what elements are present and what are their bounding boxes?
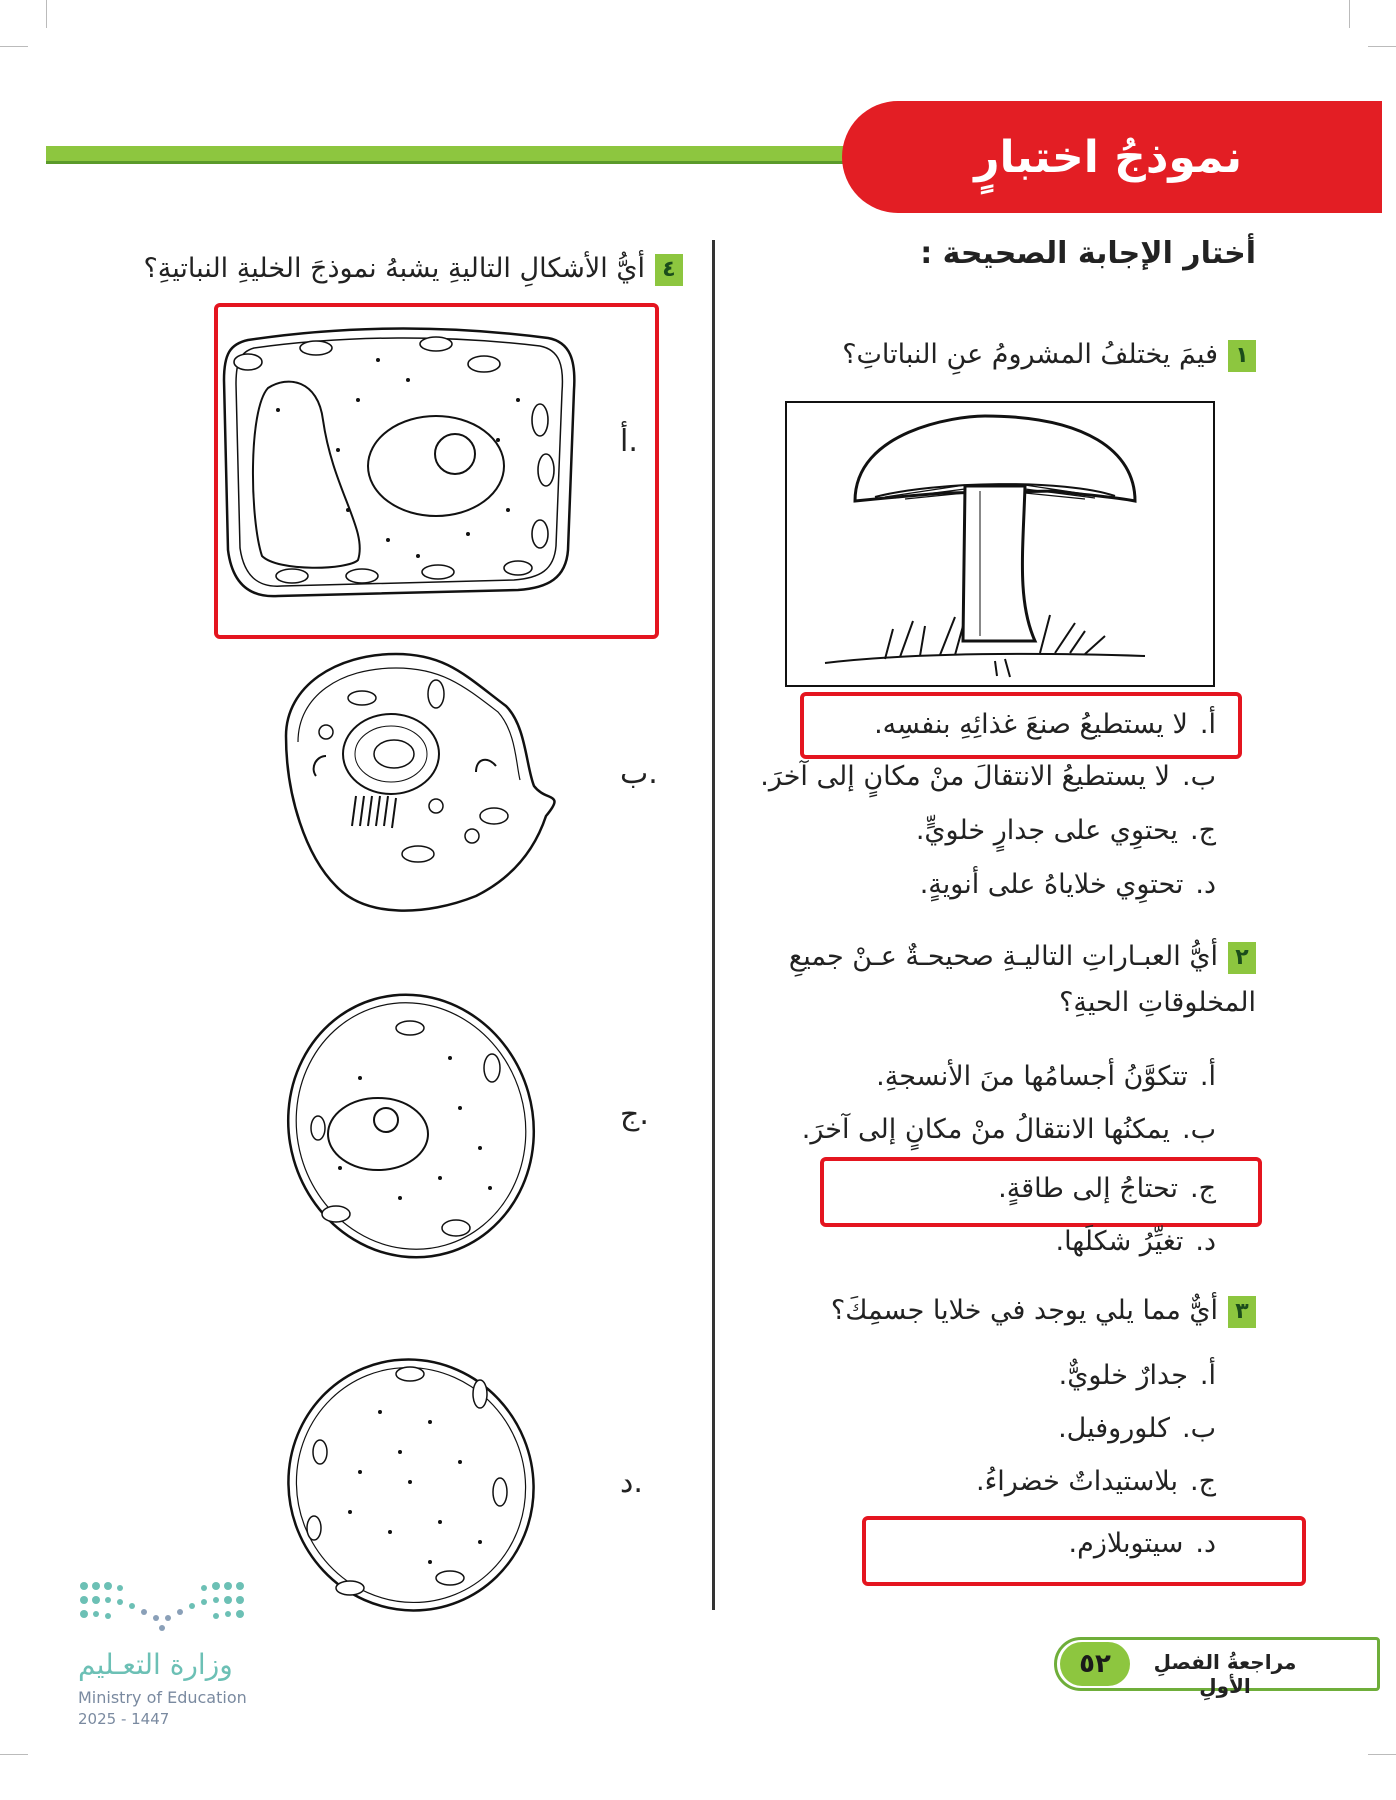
plant-cell-image [218,320,580,604]
option-letter: ب. [1181,1413,1216,1444]
option-text: تحتوِي خلاياهُ على أنويةٍ. [919,869,1184,900]
crop-mark [0,46,28,47]
option-text: لا يستطيعُ الانتقالَ منْ مكانٍ إلى آخرَ. [760,761,1170,792]
option-text: لا يستطيعُ صنعَ غذائِهِ بنفسِه. [874,709,1188,740]
q1-option-c[interactable] [916,815,1216,846]
q4-option-b[interactable]: ب. [620,756,658,791]
q3-option-b[interactable] [1058,1413,1216,1444]
question-number: ٤ [655,254,683,286]
q4-option-c[interactable]: ج. [620,1097,649,1132]
option-text: تغيِّرُ شكلَها. [1055,1226,1184,1257]
option-letter: ب. [1181,1114,1216,1145]
option-letter: ب. [1181,761,1216,792]
option-letter: أ. [1199,1061,1216,1092]
option-letter: ج. [1189,1466,1216,1497]
option-text: كلوروفيل. [1058,1413,1170,1444]
crop-mark [1368,46,1396,47]
option-letter: أ. [1199,709,1216,740]
ministry-year: 2025 - 1447 [78,1710,170,1728]
question-number: ٣ [1228,1296,1256,1328]
option-text: تتكوَّنُ أجسامُها منَ الأنسجةِ. [876,1061,1188,1092]
option-text: سيتوبلازم. [1068,1528,1184,1559]
question-number: ١ [1228,340,1256,372]
ministry-name-english: Ministry of Education [78,1688,247,1707]
q3-option-d[interactable] [1069,1528,1216,1559]
column-divider [712,240,715,1610]
question-1 [696,332,1256,378]
page-number: ٥٢ [1060,1642,1130,1686]
instruction-text: أختار الإجابة الصحيحة : [920,236,1256,271]
round-cell-with-nucleus-image [280,988,542,1264]
q1-option-b[interactable] [760,761,1216,792]
q2-option-c[interactable] [998,1173,1216,1204]
animal-cell-image [276,646,556,922]
q1-option-a[interactable] [874,709,1216,740]
option-letter: د. [1195,1528,1216,1559]
q3-option-a[interactable] [1059,1360,1216,1391]
option-letter: د. [1195,1226,1216,1257]
mushroom-image [785,401,1215,687]
question-3 [696,1288,1256,1334]
q4-option-a[interactable]: أ. [620,424,638,459]
question-text: أيٌّ مما يلي يوجد في خلايا جسمِكَ؟ [830,1295,1218,1326]
q3-option-c[interactable] [976,1466,1216,1497]
title-banner [842,101,1382,213]
q2-option-a[interactable] [876,1061,1216,1092]
q4-option-d[interactable]: د. [620,1465,643,1500]
q2-option-d[interactable] [1055,1226,1216,1257]
option-text: بلاستيداتٌ خضراءُ. [975,1466,1178,1497]
q1-option-d[interactable] [920,869,1216,900]
ministry-logo-icon [78,1580,248,1640]
option-text: يمكنُها الانتقالُ منْ مكانٍ إلى آخرَ. [801,1114,1170,1145]
question-text: فيمَ يختلفُ المشرومُ عنِ النباتاتِ؟ [842,339,1218,370]
question-text: أيُّ العبـاراتِ التاليـةِ صحيحـةٌ عـنْ جميعِ المخلوقاتِ الحيةِ؟ [788,941,1256,1018]
q2-option-b[interactable] [802,1114,1216,1145]
option-letter: د. [1195,869,1216,900]
option-text: تحتاجُ إلى طاقةٍ. [998,1173,1178,1204]
page-title: نموذجُ اختبارٍ [974,131,1242,183]
question-text: أيُّ الأشكالِ التاليةِ يشبهُ نموذجَ الخليةِ النباتيةِ؟ [143,253,645,284]
option-letter: أ. [1199,1360,1216,1391]
header-green-bar [46,146,866,164]
crop-mark [0,1754,28,1755]
option-text: يحتوِي على جدارٍ خلويٍّ. [915,815,1178,846]
crop-mark [46,0,47,28]
option-text: جدارٌ خلويٌّ. [1058,1360,1188,1391]
footer-chapter-label: مراجعةُ الفصلِ الأولِ [1153,1650,1297,1698]
question-number: ٢ [1228,942,1256,974]
crop-mark [1349,0,1350,28]
round-cell-no-nucleus-image [280,1352,542,1618]
question-2 [776,934,1256,1026]
crop-mark [1368,1754,1396,1755]
ministry-name-arabic: وزارة التعـليم [78,1648,233,1681]
option-letter: ج. [1189,815,1216,846]
option-letter: ج. [1189,1173,1216,1204]
question-4 [123,246,683,292]
